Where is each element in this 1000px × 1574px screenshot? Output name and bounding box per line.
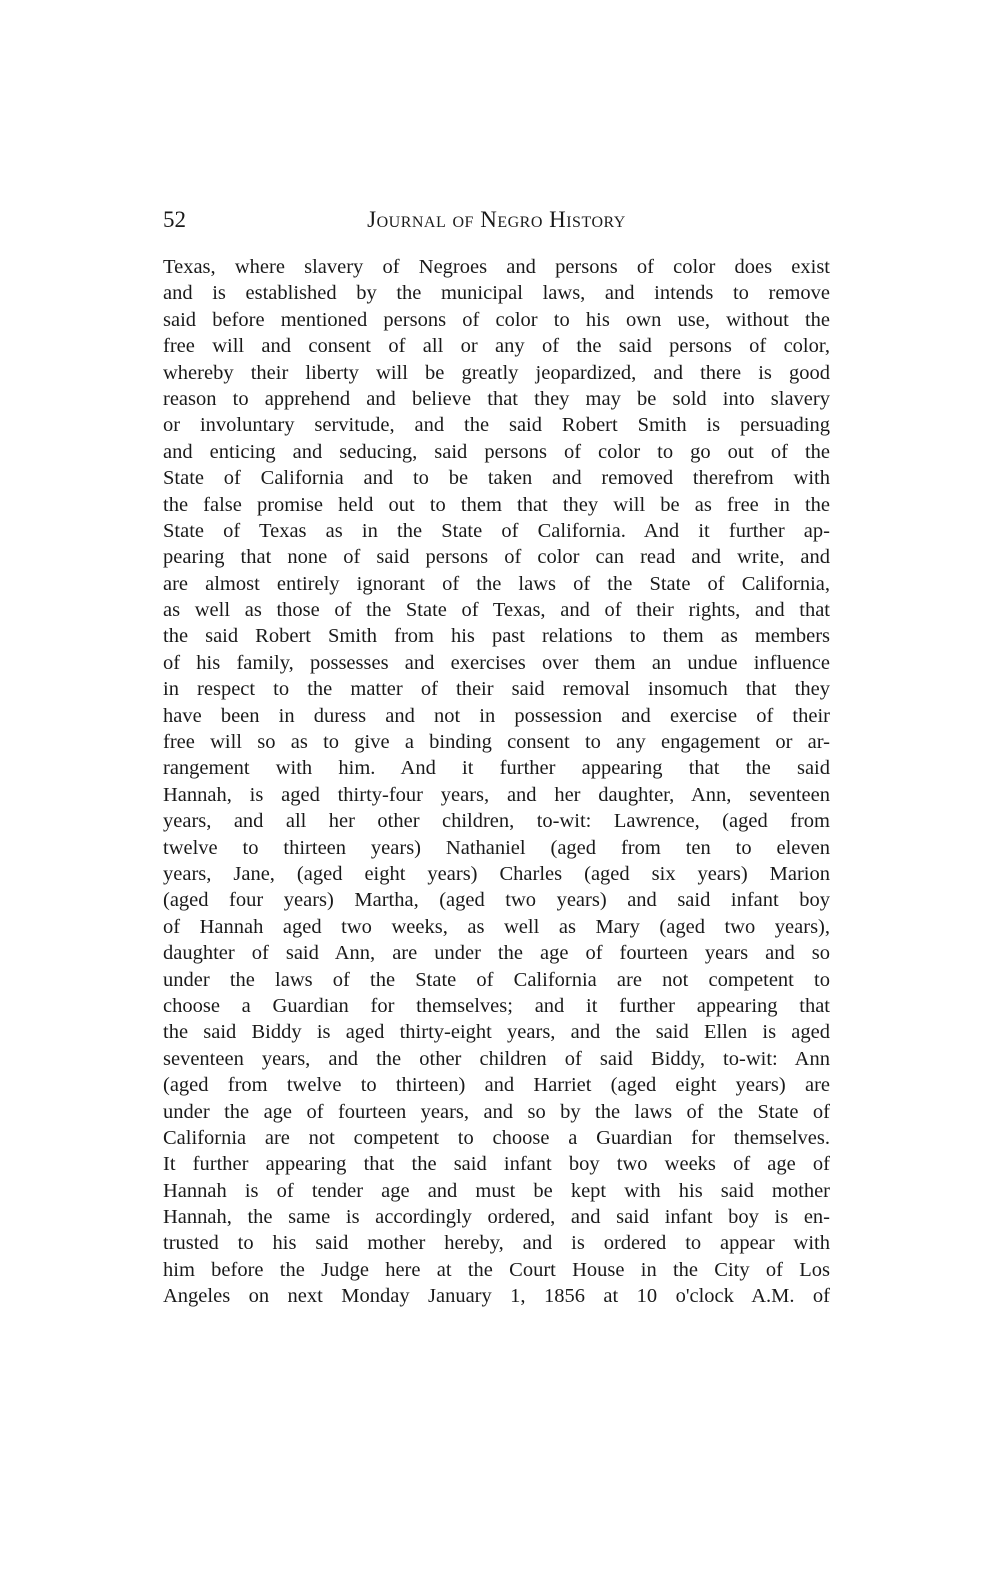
text-line: State of Texas as in the State of California. And it further ap- (163, 519, 830, 542)
text-line: him before the Judge here at the Court House in the City of Los (163, 1258, 830, 1281)
text-line: trusted to his said mother hereby, and is ordered to appear with (163, 1232, 830, 1255)
text-line: years, Jane, (aged eight years) Charles (aged six years) Marion (163, 862, 830, 885)
text-line: twelve to thirteen years) Nathaniel (aged from ten to eleven (163, 836, 830, 859)
text-line: are almost entirely ignorant of the laws of the State of California, (163, 572, 830, 595)
text-line: pearing that none of said persons of color can read and write, and (163, 546, 830, 569)
text-line: It further appearing that the said infant boy two weeks of age of (163, 1153, 830, 1176)
page-number: 52 (163, 207, 186, 232)
text-line: Hannah is of tender age and must be kept with his said mother (163, 1179, 830, 1202)
text-line: under the laws of the State of California are not competent to (163, 968, 830, 991)
text-line: in respect to the matter of their said removal insomuch that they (163, 678, 830, 701)
text-line: daughter of said Ann, are under the age of fourteen years and so (163, 942, 830, 965)
text-line: seventeen years, and the other children of said Biddy, to-wit: Ann (163, 1047, 830, 1070)
text-line: of Hannah aged two weeks, as well as Mary (aged two years), (163, 915, 830, 938)
text-line: the false promise held out to them that they will be as free in the (163, 493, 830, 516)
text-line: (aged from twelve to thirteen) and Harriet (aged eight years) are (163, 1074, 830, 1097)
text-line: free will so as to give a binding consent to any engagement or ar- (163, 731, 830, 754)
text-line: Angeles on next Monday January 1, 1856 at 10 o'clock A.M. of (163, 1285, 830, 1308)
text-line: of his family, possesses and exercises over them an undue influence (163, 651, 830, 674)
text-line: choose a Guardian for themselves; and it further appearing that (163, 994, 830, 1017)
text-line: said before mentioned persons of color to his own use, without the (163, 308, 830, 331)
body-text (163, 254, 830, 1310)
text-line: as well as those of the State of Texas, and of their rights, and that (163, 599, 830, 622)
text-line: and enticing and seducing, said persons of color to go out of the (163, 440, 830, 463)
text-line: rangement with him. And it further appearing that the said (163, 757, 830, 780)
text-line: State of California and to be taken and removed therefrom with (163, 467, 830, 490)
running-head (163, 204, 830, 236)
text-line: and is established by the municipal laws, and intends to remove (163, 282, 830, 305)
text-line: free will and consent of all or any of the said persons of color, (163, 335, 830, 358)
journal-title: Journal of Negro History (367, 207, 626, 232)
text-line: whereby their liberty will be greatly jeopardized, and there is good (163, 361, 830, 384)
text-line: Hannah, is aged thirty-four years, and her daughter, Ann, seventeen (163, 783, 830, 806)
text-line: have been in duress and not in possession and exercise of their (163, 704, 830, 727)
text-line: the said Robert Smith from his past relations to them as members (163, 625, 830, 648)
text-line: reason to apprehend and believe that they may be sold into slavery (163, 387, 830, 410)
text-line: Texas, where slavery of Negroes and persons of color does exist (163, 256, 830, 278)
text-line: (aged four years) Martha, (aged two years) and said infant boy (163, 889, 830, 912)
text-line: California are not competent to choose a Guardian for themselves. (163, 1126, 830, 1149)
text-line: years, and all her other children, to-wit: Lawrence, (aged from (163, 810, 830, 833)
text-line: or involuntary servitude, and the said Robert Smith is persuading (163, 414, 830, 437)
text-line: Hannah, the same is accordingly ordered, and said infant boy is en- (163, 1206, 830, 1229)
text-line: under the age of fourteen years, and so by the laws of the State of (163, 1100, 830, 1123)
text-line: the said Biddy is aged thirty-eight years, and the said Ellen is aged (163, 1021, 830, 1044)
